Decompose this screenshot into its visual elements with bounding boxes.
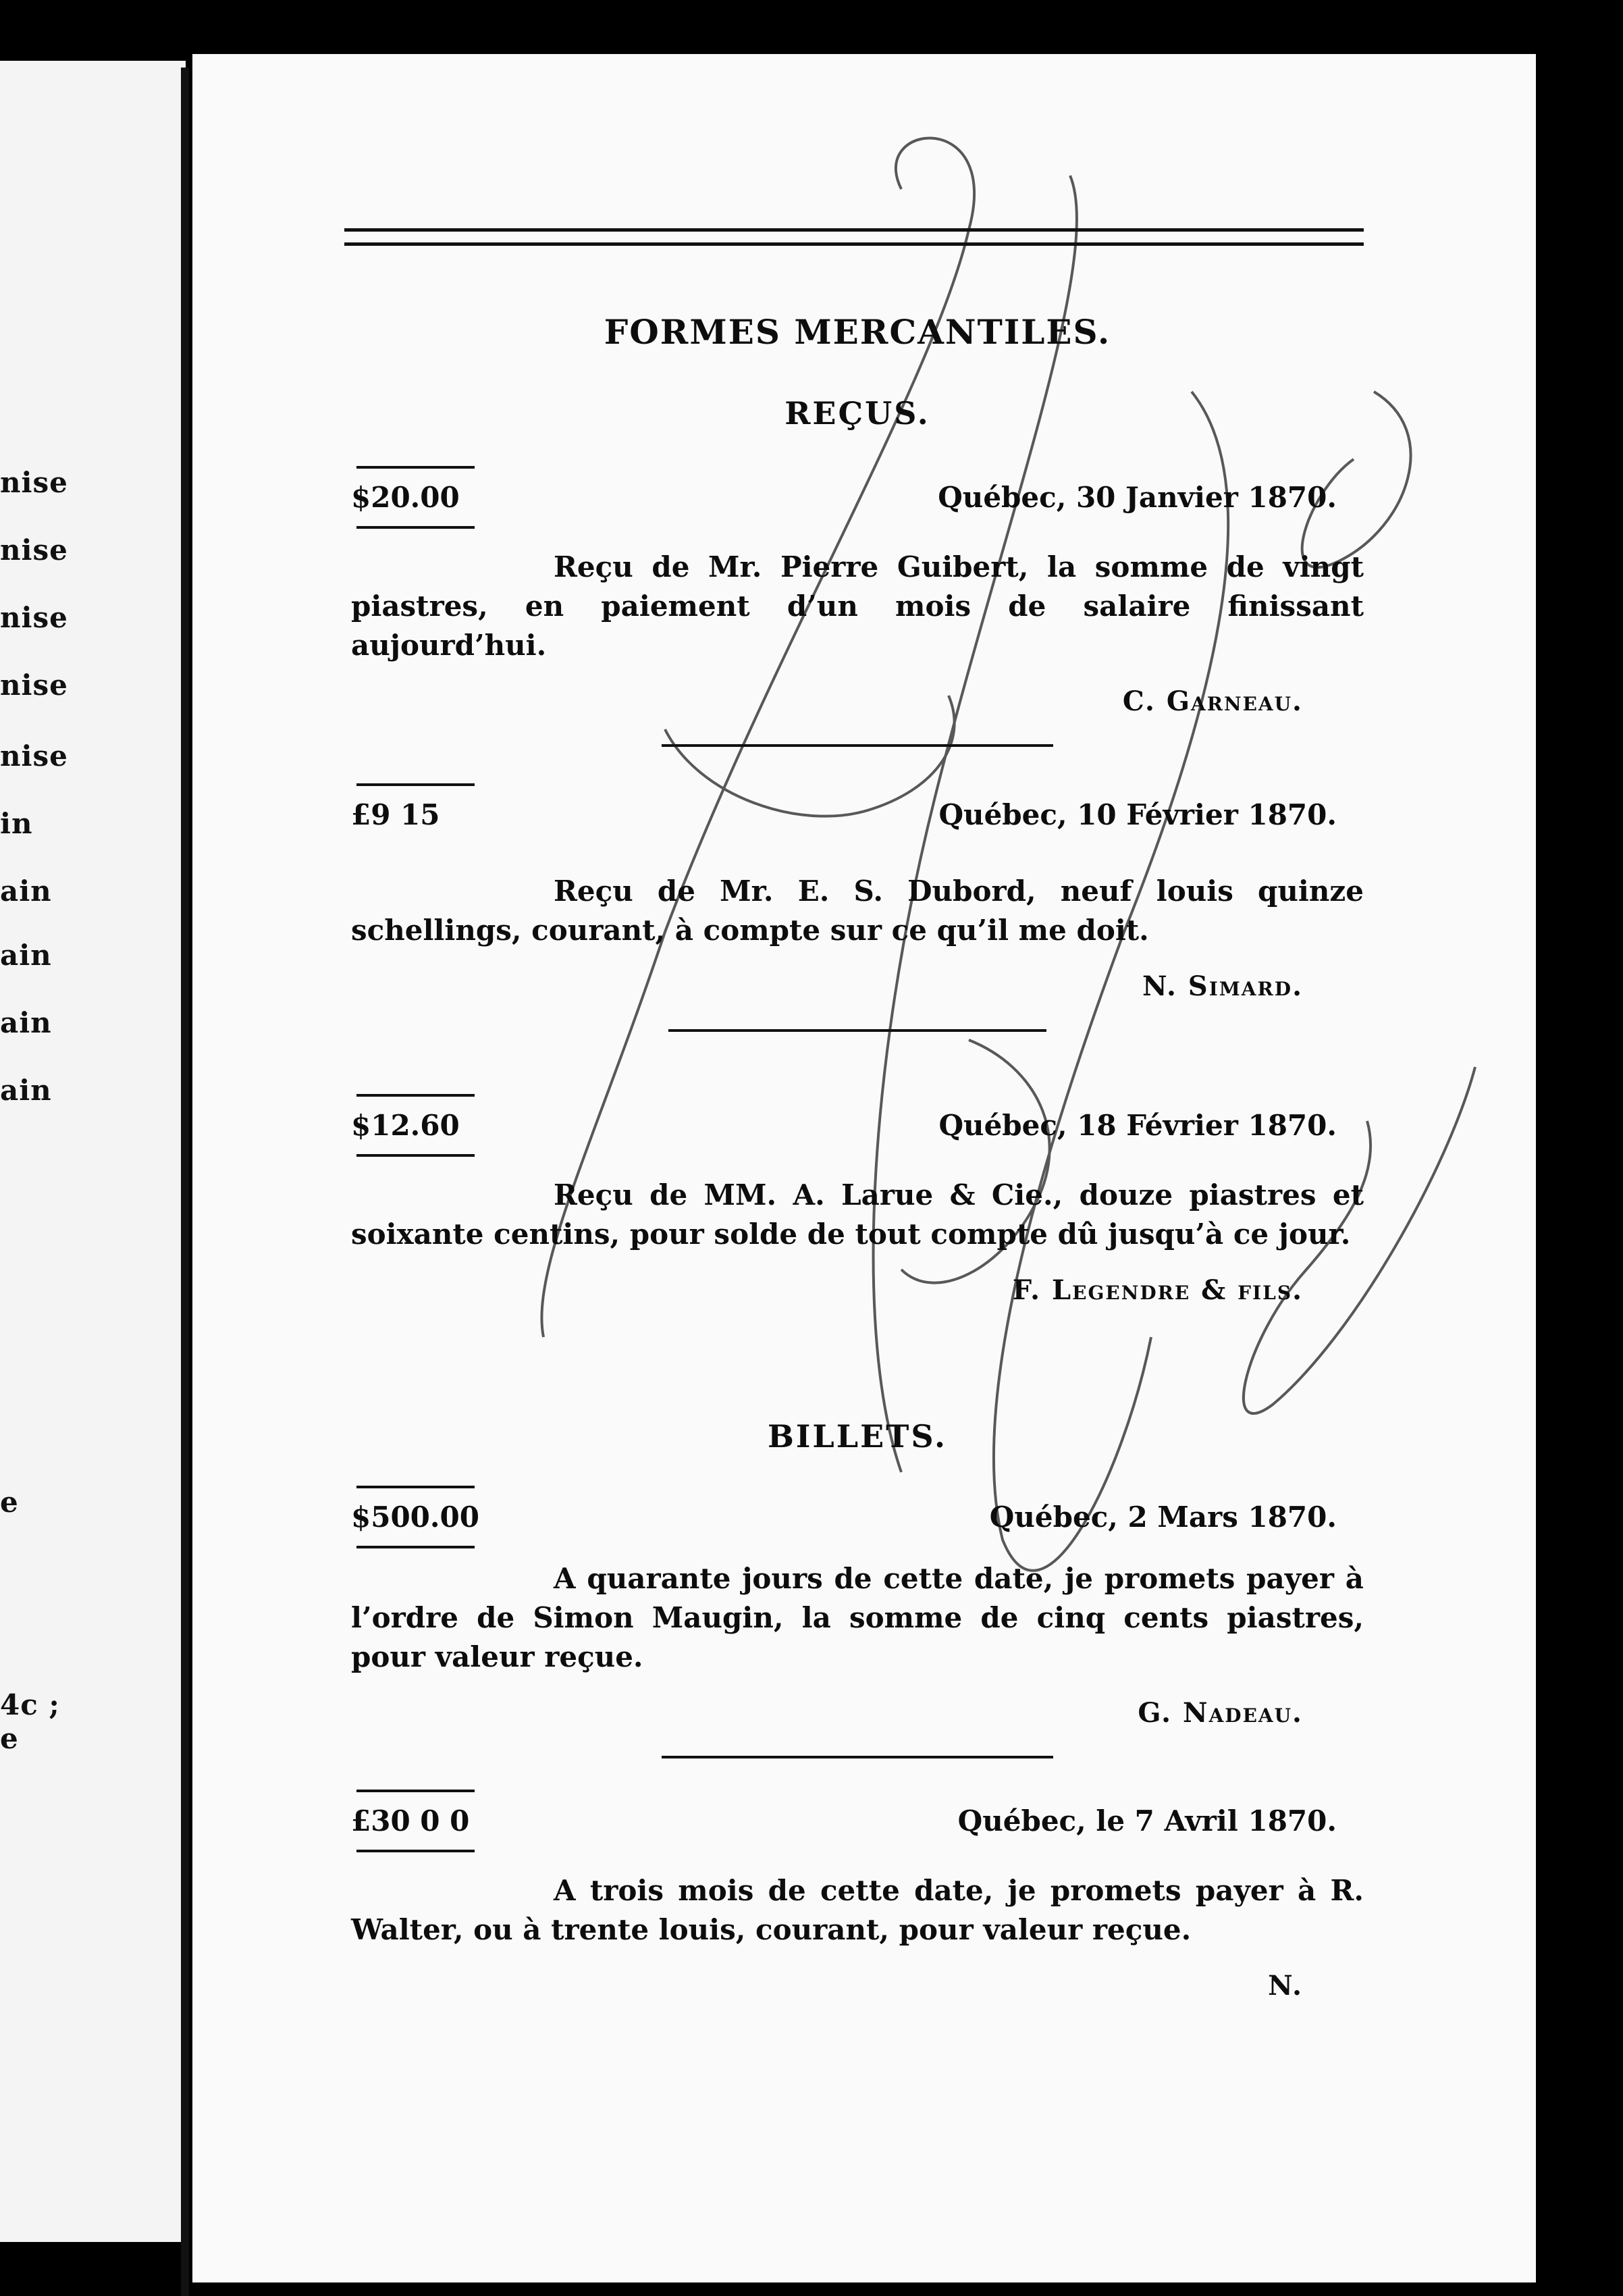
left-fragment: e: [0, 1486, 19, 1519]
amount: £9 15: [351, 798, 440, 831]
amount: $20.00: [351, 481, 460, 514]
date-line: Québec, 30 Janvier 1870.: [938, 481, 1337, 514]
left-fragment: nise: [0, 466, 68, 499]
amount-rule: [356, 1546, 475, 1548]
amount-date-row: [351, 481, 1364, 514]
receipt-entry-3: [351, 1094, 1364, 1306]
separator-rule: [662, 744, 1053, 747]
left-fragment: nise: [0, 601, 68, 634]
amount-rule: [356, 1486, 475, 1488]
section-heading-billets: BILLETS.: [768, 1418, 947, 1455]
amount-date-row: [351, 798, 1364, 831]
left-facing-page: [0, 61, 186, 2242]
amount-rule: [356, 1850, 475, 1852]
signature: G. Nadeau.: [1138, 1697, 1303, 1729]
amount-rule: [356, 783, 475, 786]
left-fragment: ain: [0, 875, 52, 908]
section-heading-recus: REÇUS.: [784, 395, 930, 432]
left-fragment: 4c ;: [0, 1688, 60, 1721]
separator-rule: [668, 1029, 1046, 1032]
amount: £30 0 0: [351, 1804, 470, 1837]
left-fragment: e: [0, 1722, 19, 1755]
receipt-text: Reçu de Mr. E. S. Dubord, neuf louis quinze schellings, courant, à compte sur ce qu’il me doit.: [351, 875, 1364, 947]
receipt-entry-2: [351, 783, 1364, 1032]
date-line: Québec, 18 Février 1870.: [938, 1109, 1337, 1142]
amount-rule: [356, 1154, 475, 1157]
amount-rule: [356, 1790, 475, 1792]
page-title: FORMES MERCANTILES.: [604, 312, 1111, 352]
signature: N.: [1268, 1970, 1303, 2002]
signature: F. Legendre & fils.: [1012, 1274, 1303, 1306]
note-text: A trois mois de cette date, je promets payer à R. Walter, ou à trente louis, courant, pour valeur reçue.: [351, 1874, 1364, 1946]
amount-rule: [356, 466, 475, 469]
signature: N. Simard.: [1142, 970, 1303, 1002]
amount-date-row: [351, 1109, 1364, 1142]
amount-rule: [356, 1094, 475, 1097]
left-fragment: in: [0, 807, 33, 840]
date-line: Québec, 10 Février 1870.: [938, 798, 1337, 831]
amount-date-row: [351, 1804, 1364, 1837]
date-line: Québec, le 7 Avril 1870.: [957, 1804, 1337, 1837]
left-fragment: ain: [0, 1074, 52, 1107]
separator-rule: [662, 1756, 1053, 1758]
left-fragment: ain: [0, 939, 52, 972]
left-fragment: nise: [0, 533, 68, 567]
book-binding: [181, 68, 189, 2296]
left-fragment: ain: [0, 1006, 52, 1039]
header-double-rule: [344, 228, 1364, 246]
signature: C. Garneau.: [1122, 685, 1303, 717]
amount-rule: [356, 526, 475, 529]
receipt-text: Reçu de MM. A. Larue & Cie., douze piastres et soixante centins, pour solde de tout compte dû jusqu’à ce jour.: [351, 1178, 1364, 1251]
amount: $12.60: [351, 1109, 460, 1142]
note-entry-1: [351, 1486, 1364, 1758]
left-fragment: nise: [0, 739, 68, 773]
note-entry-2: [351, 1790, 1364, 2002]
amount-date-row: [351, 1501, 1364, 1534]
receipt-entry-1: [351, 466, 1364, 747]
date-line: Québec, 2 Mars 1870.: [989, 1501, 1337, 1534]
receipt-text: Reçu de Mr. Pierre Guibert, la somme de vingt piastres, en paiement d’un mois de salaire finissant aujourd’hui.: [351, 550, 1364, 662]
amount: $500.00: [351, 1501, 479, 1534]
note-text: A quarante jours de cette date, je promets payer à l’ordre de Simon Maugin, la somme de cinq cents piastres, pour valeur reçue.: [351, 1562, 1364, 1673]
left-fragment: nise: [0, 669, 68, 702]
